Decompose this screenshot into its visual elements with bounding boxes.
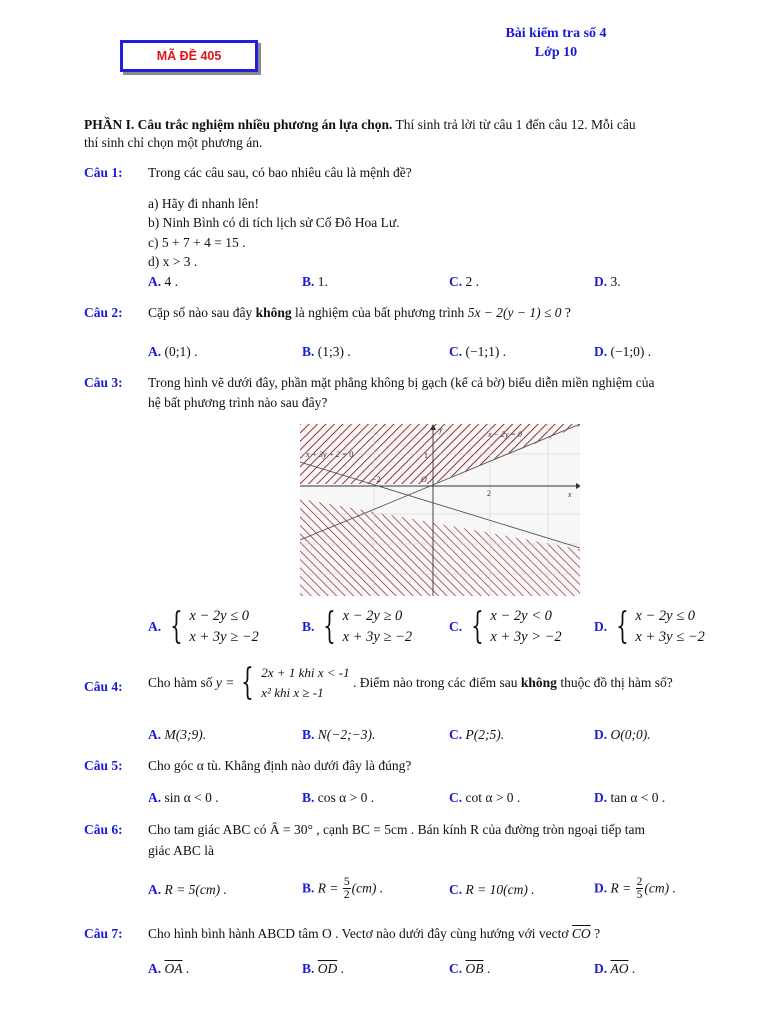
- part1-heading-line: [84, 117, 636, 133]
- q7-stem: Cho hình bình hành ABCD tâm O . Vectơ nào dưới đây cùng hướng với vectơ $\overline{CO}$ ?: [148, 926, 601, 941]
- q7-option-d[interactable]: D. $\overline{AO}$ .: [594, 961, 636, 976]
- q7-option-b[interactable]: B. $\overline{OD}$ .: [302, 961, 345, 976]
- q1-item-d: d) x > 3 .: [148, 254, 198, 269]
- q6-label: Câu 6:: [84, 822, 123, 837]
- label-x-axis: x: [568, 490, 572, 499]
- label-y-axis: y: [439, 425, 443, 434]
- q1-option-d[interactable]: D. 3.: [594, 274, 621, 289]
- q2-label: Câu 2:: [84, 305, 123, 320]
- label-line-1: x − 2y = 0: [488, 430, 522, 439]
- q5-option-a[interactable]: A. sin α < 0 .: [148, 790, 219, 805]
- exam-code: MÃ ĐỀ 405: [156, 49, 222, 63]
- q7-label: Câu 7:: [84, 926, 123, 941]
- q6-option-b[interactable]: B. R = $\frac{5}{2}$ (cm) .: [302, 876, 384, 901]
- q3-option-c[interactable]: C. { x − 2y < 0 x + 3y > −2: [449, 606, 562, 647]
- q5-option-c[interactable]: C. cot α > 0 .: [449, 790, 521, 805]
- q4-label: Câu 4:: [84, 679, 123, 694]
- q1-item-c: c) 5 + 7 + 4 = 15 .: [148, 235, 246, 250]
- q1-option-c[interactable]: C. 2 .: [449, 274, 479, 289]
- q1-option-a[interactable]: A. 4 .: [148, 274, 178, 289]
- q1-item-b: b) Ninh Bình có di tích lịch sử Cố Đô Hoa Lư.: [148, 215, 400, 230]
- part1-instruction-1: Thí sinh trả lời từ câu 1 đến câu 12. Mỗi câu: [392, 117, 636, 132]
- label-origin: O: [421, 475, 427, 484]
- q4-option-b[interactable]: B. N(−2;−3).: [302, 727, 376, 742]
- q2-option-a[interactable]: A. (0;1) .: [148, 344, 198, 359]
- q2-option-c[interactable]: C. (−1;1) .: [449, 344, 507, 359]
- q3-stem-2: hệ bất phương trình nào sau đây?: [148, 395, 328, 410]
- q1-option-b[interactable]: B. 1.: [302, 274, 328, 289]
- q6-option-d[interactable]: D. R = $\frac{2}{5}$ (cm) .: [594, 876, 676, 901]
- q7-option-c[interactable]: C. $\overline{OB}$ .: [449, 961, 491, 976]
- part1-instruction-2: thí sinh chỉ chọn một phương án.: [84, 135, 263, 150]
- q6-option-a[interactable]: A. R = 5(cm) .: [148, 882, 227, 897]
- q6-stem-1: Cho tam giác ABC có Â = 30° , cạnh BC = 5cm . Bán kính R của đường tròn ngoại tiếp tam: [148, 822, 646, 837]
- label-tick-xm2: −2: [372, 475, 381, 484]
- q3-option-d[interactable]: D. { x − 2y ≤ 0 x + 3y ≤ −2: [594, 606, 705, 647]
- q2-option-d[interactable]: D. (−1;0) .: [594, 344, 652, 359]
- q6-option-c[interactable]: C. R = 10(cm) .: [449, 882, 535, 897]
- q3-region-figure: [300, 424, 580, 596]
- q4-stem: Cho hàm số y = { 2x + 1 khi x < -1 x² khi x ≥ -1 . Điểm nào trong các điểm sau không thuộc đồ thị hàm số?: [148, 662, 673, 703]
- q1-item-a: a) Hãy đi nhanh lên!: [148, 196, 259, 211]
- q2-option-b[interactable]: B. (1;3) .: [302, 344, 351, 359]
- q3-option-b[interactable]: B. { x − 2y ≥ 0 x + 3y ≥ −2: [302, 606, 413, 647]
- q1-stem: Trong các câu sau, có bao nhiêu câu là mệnh đề?: [148, 165, 412, 180]
- exam-grade: Lớp 10: [534, 45, 578, 60]
- q3-option-a[interactable]: A. { x − 2y ≤ 0 x + 3y ≥ −2: [148, 606, 259, 647]
- label-tick-x2: 2: [487, 489, 491, 498]
- q3-stem-1: Trong hình vẽ dưới đây, phần mặt phẳng không bị gạch (kể cả bờ) biểu diễn miền nghiệm của: [148, 375, 655, 390]
- q5-option-b[interactable]: B. cos α > 0 .: [302, 790, 375, 805]
- label-line-2: x + 3y + 2 = 0: [306, 450, 354, 459]
- q1-label: Câu 1:: [84, 165, 123, 180]
- exam-title: Bài kiểm tra số 4: [505, 26, 607, 41]
- q4-option-a[interactable]: A. M(3;9).: [148, 727, 207, 742]
- q5-option-d[interactable]: D. tan α < 0 .: [594, 790, 666, 805]
- q5-stem: Cho góc α tù. Khẳng định nào dưới đây là đúng?: [148, 758, 412, 773]
- label-tick-y1: 1: [424, 451, 428, 460]
- q2-stem: Cặp số nào sau đây không là nghiệm của bất phương trình 5x − 2(y − 1) ≤ 0 ?: [148, 305, 571, 320]
- q7-option-a[interactable]: A. $\overline{OA}$ .: [148, 961, 190, 976]
- q5-label: Câu 5:: [84, 758, 123, 773]
- q4-option-d[interactable]: D. O(0;0).: [594, 727, 651, 742]
- exam-code-box: [120, 40, 258, 72]
- q6-stem-2: giác ABC là: [148, 843, 214, 858]
- q3-label: Câu 3:: [84, 375, 123, 390]
- q4-option-c[interactable]: C. P(2;5).: [449, 727, 505, 742]
- part1-heading: PHẦN I. Câu trắc nghiệm nhiều phương án lựa chọn.: [84, 117, 393, 132]
